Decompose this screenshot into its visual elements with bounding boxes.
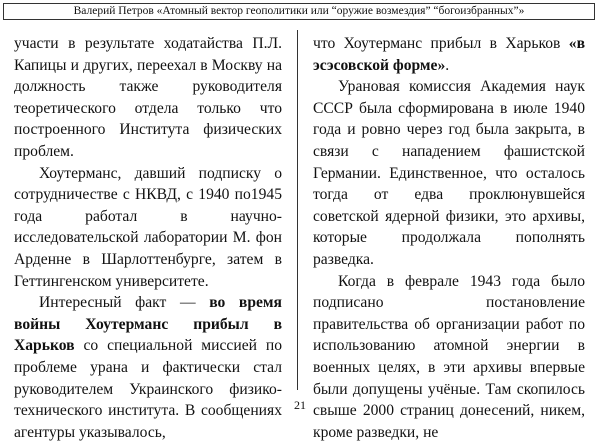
right-paragraph-1 (313, 33, 585, 76)
column-divider (297, 30, 298, 390)
right-column (313, 33, 585, 443)
running-header: Валерий Петров «Атомный вектор геополитики или “оружие возмездия” “богоизбранных”» (3, 3, 595, 20)
right-paragraph-1-start: что Хоутерманс прибыл в Харьков (313, 35, 569, 52)
right-paragraph-2: Урановая комиссия Академия наук СССР была сформирована в июле 1940 года и ровно через год была закрыта, в связи с нападением фашистской Германии. Единственное, что осталось тогда от едва проклюнувшейся советской ядерной физики, это архивы, которые продолжала пополнять разведка. (313, 78, 585, 268)
left-paragraph-3 (14, 292, 282, 443)
left-paragraph-3-start: Интересный факт — (39, 294, 210, 312)
page-number: 21 (294, 398, 306, 412)
left-paragraph-2: Хоутерманс, давший подписку о сотрудничестве с НКВД, с 1940 по1945 года работал в научно-исследовательской лаборатории М. фон Арденне в Шарлоттенбурге, затем в Геттингенском университете. (14, 164, 282, 290)
left-paragraph-3-end: со специальной миссией по проблеме урана и фактически стал руководителем Украинского физико-технического института. В сообщениях агентуры указывалось, (14, 337, 282, 441)
right-paragraph-3: Когда в феврале 1943 года было подписано постановление правительства об организации работ по использованию атомной энергии в военных целях, в эти архивы впервые были допущены учёные. Там скопилось свыше 2000 страниц донесений, никем, кроме разведки, не (313, 272, 585, 441)
left-paragraph-1: участи в результате ходатайства П.Л. Капицы и других, переехал в Москву на должность также руководителя теоретического отдела только что построенного Института физических проблем. (14, 35, 282, 160)
right-paragraph-1-end: . (445, 56, 450, 74)
right-paragraph-1-emphasis: «в эсэсовской форме» (313, 35, 585, 74)
left-paragraph-3-emphasis: во время войны Хоутерманс прибыл в Харьков (14, 294, 282, 355)
left-column (14, 33, 282, 443)
